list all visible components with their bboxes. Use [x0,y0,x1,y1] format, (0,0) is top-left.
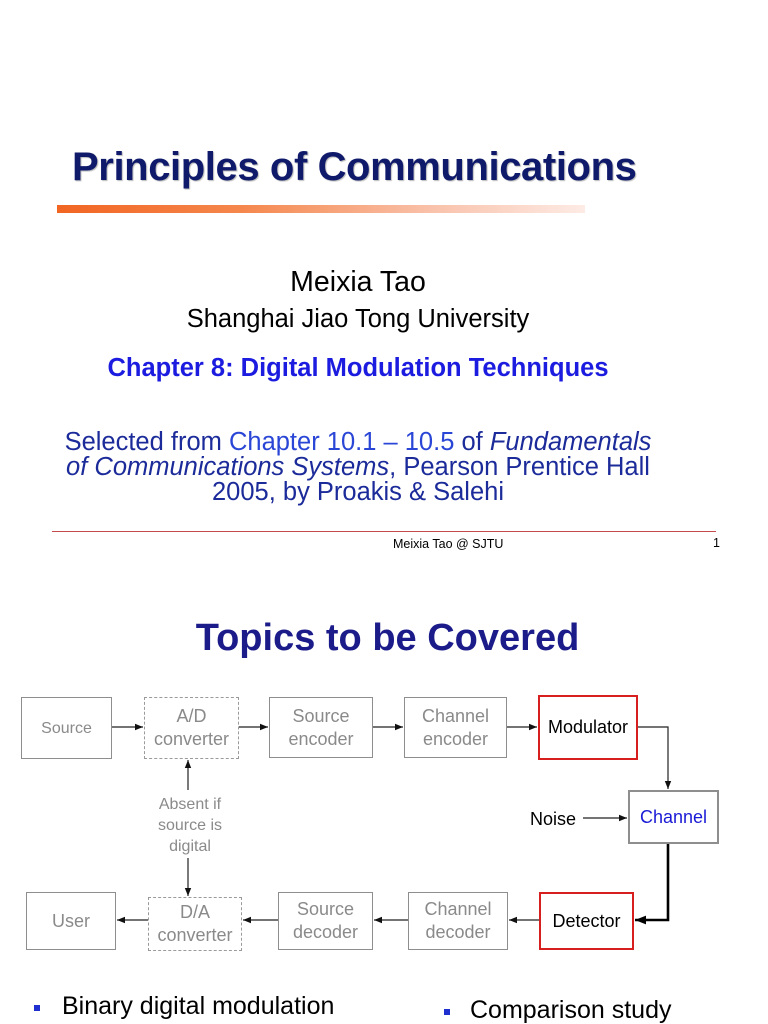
user-block [26,892,116,950]
slide-title: Principles of Communications [72,145,637,189]
bypass-note [140,794,240,857]
author-name: Meixia Tao [290,266,426,298]
reference-chapter-range: Chapter 10.1 – 10.5 [228,428,455,456]
footer-rule [52,531,716,532]
channel-encoder-label-line-1: Channel [421,705,490,726]
channel-encoder-block [404,697,507,758]
reference-paragraph [0,430,716,505]
channel-decoder-label-line-1: Channel [424,899,492,919]
slide-footer: Meixia Tao @ SJTU [393,537,504,551]
source-encoder-block [269,697,373,758]
affiliation: Shanghai Jiao Tong University [186,305,530,333]
modulator-label: Modulator [547,717,629,737]
source-encoder-label-line-2: encoder [288,728,354,749]
source-decoder-label-line-1: Source [296,899,355,919]
da-converter-label-line-2: converter [157,925,233,945]
source-encoder-label-line-1: Source [292,705,350,726]
source-decoder-label-line-2: decoder [292,922,359,942]
reference-publisher: , Pearson Prentice Hall [389,453,650,481]
reference-line-2 [0,455,716,480]
reference-book-title-part-1: Fundamentals [489,428,652,456]
da-converter-label-line-1: D/A [179,902,210,922]
bullet-square-icon [444,1009,450,1015]
ad-converter-label-line-1: A/D [176,706,207,726]
source-block [21,697,112,759]
bullet-square-icon [34,1005,40,1011]
modulator-block [538,695,638,760]
channel-block [628,790,719,844]
bullet-item: Binary digital modulation [62,992,335,1020]
reference-line-3: 2005, by Proakis & Salehi [211,478,504,506]
bullet-item: Comparison study [470,996,672,1024]
title-accent-bar [57,205,585,213]
ad-converter-label-line-2: converter [153,729,230,749]
reference-line-1 [0,430,716,455]
noise-label: Noise [530,809,577,829]
chapter-heading: Chapter 8: Digital Modulation Techniques [107,354,609,382]
bypass-note-line-3: digital [169,838,211,855]
reference-of: of [454,428,490,456]
bypass-note-line-1: Absent if [158,796,222,813]
channel-decoder-label-line-2: decoder [425,922,491,942]
channel-label: Channel [639,806,708,827]
detector-label: Detector [552,910,621,931]
detector-block [539,892,634,950]
source-block-label: Source [41,719,92,737]
channel-decoder-block [408,892,508,950]
reference-prefix: Selected from [64,428,229,456]
da-converter-block [148,897,242,951]
arrow-modulator-to-channel [638,727,668,789]
reference-book-title-part-2: of Communications Systems [66,453,390,481]
ad-converter-block [144,697,239,759]
slide-title: Topics to be Covered [195,617,580,659]
arrow-channel-to-detector [635,844,668,920]
slide-2 [0,580,768,1024]
source-decoder-block [278,892,373,950]
channel-encoder-label-line-2: encoder [422,728,489,749]
user-label: User [51,910,90,931]
bypass-note-line-2: source is [157,817,223,834]
page-number: 1 [713,536,720,550]
